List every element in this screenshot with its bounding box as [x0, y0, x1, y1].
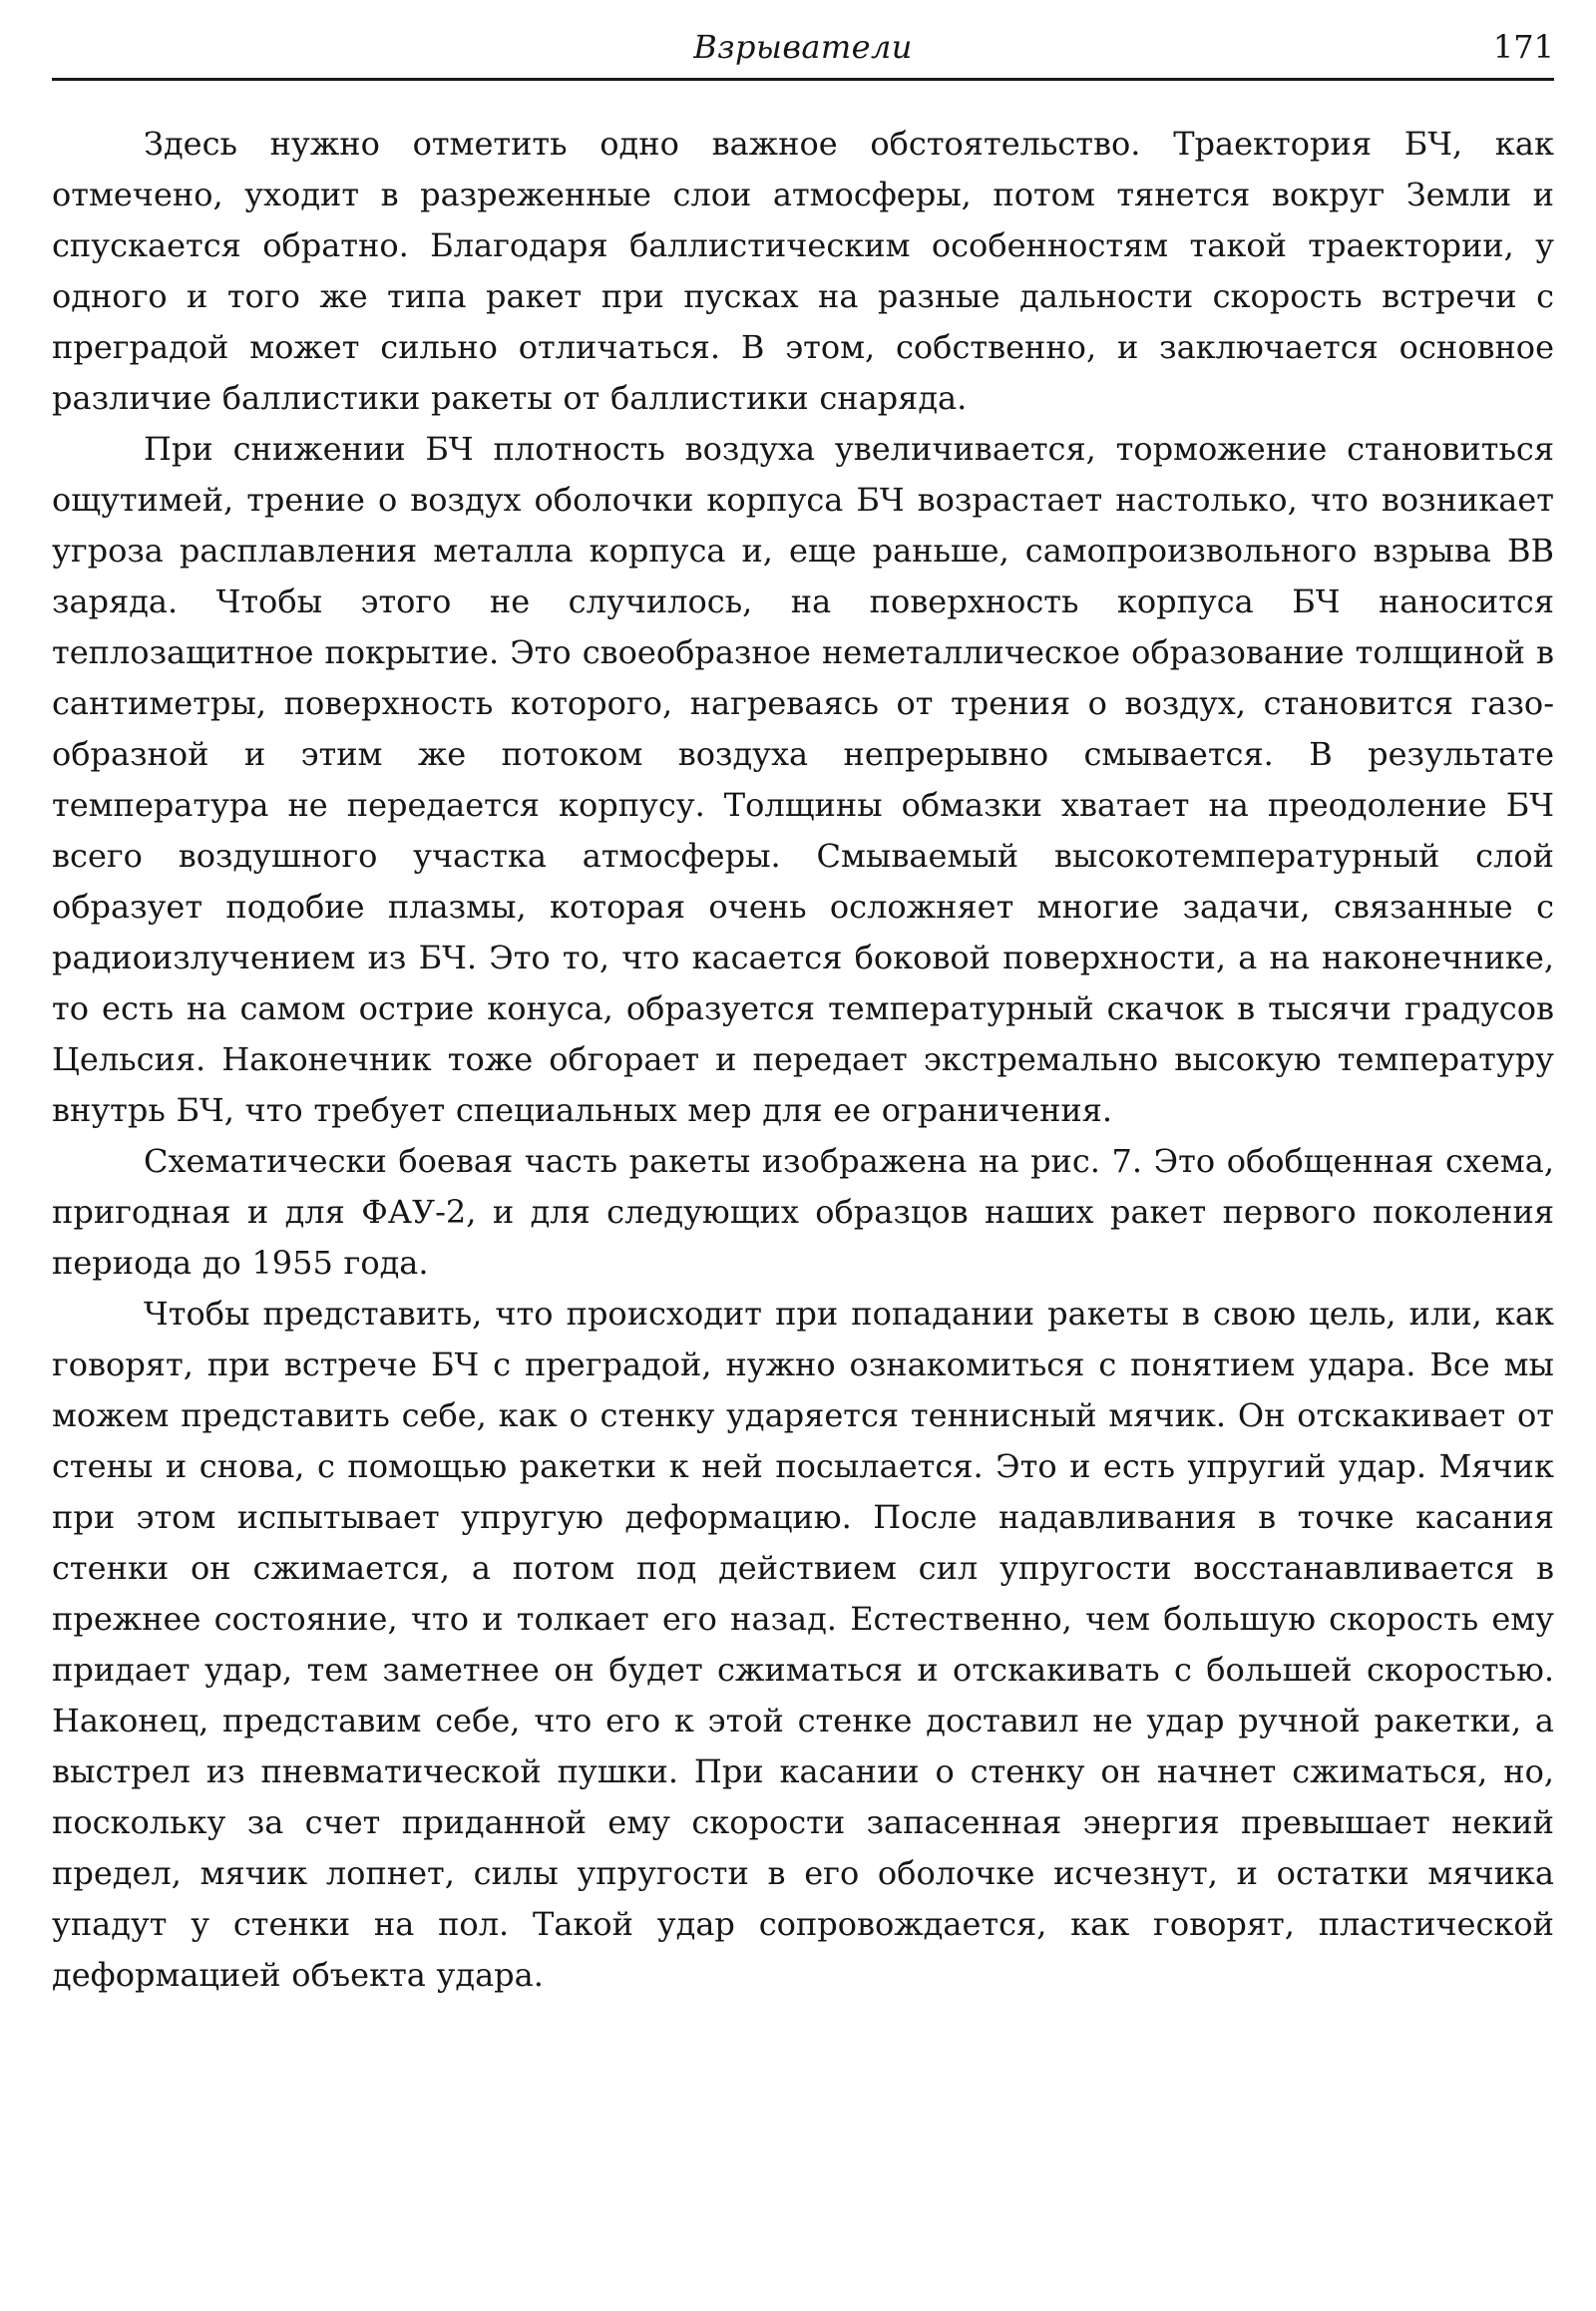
paragraph-trajectory: Здесь нужно отметить одно важное обстоятельство. Траектория БЧ, как отмечено, уходит в разреженные слои атмосферы, потом тянется вокруг Земли и спускается обратно. Благодаря баллистическим особенностям такой траектории, у одного и того же типа ракет при пусках на разные дальности скорость встречи с преградой может сильно отличаться. В этом, собственно, и заключается основное различие баллистики ракеты от баллистики снаряда. [52, 125, 1554, 417]
page-number: 171 [1492, 28, 1554, 66]
body-text [52, 119, 1554, 2001]
paragraph-impact: Чтобы представить, что происходит при попадании ракеты в свою цель, или, как говорят, при встрече БЧ с преградой, нужно ознакомиться с понятием удара. Все мы можем представить себе, как о стенку ударяется теннисный мячик. Он отскакивает от стены и снова, с помощью ракетки к ней посылается. Это и есть упругий удар. Мячик при этом испытывает упругую деформацию. После надавливания в точке касания стенки он сжимается, а потом под действием сил упругости восстанавливается в прежнее состояние, что и толкает его назад. Естественно, чем большую скорость ему придает удар, тем заметнее он будет сжиматься и отскакивать с большей скоростью. Наконец, представим себе, что его к этой стенке доставил не удар ручной ракетки, а выстрел из пневматической пушки. При касании о стенку он начнет сжиматься, но, поскольку за счет приданной ему скорости запасенная энергия превышает некий предел, мячик лопнет, силы упругости в его оболочке исчезнут, и остатки мячика упадут у стенки на пол. Такой удар сопровождается, как говорят, пластической деформацией объекта удара. [52, 1295, 1554, 1994]
running-header [52, 26, 1554, 81]
running-title: Взрыватели [693, 28, 913, 66]
paragraph-warhead-scheme: Схематически боевая часть ракеты изображена на рис. 7. Это обобщенная схема, пригодная и для ФАУ-2, и для следующих образцов наших ракет первого поколения периода до 1955 года. [52, 1142, 1554, 1282]
paragraph-thermal-protection: При снижении БЧ плотность воздуха увеличивается, торможение становиться ощутимей, трение о воздух оболочки корпуса БЧ возрастает настолько, что возникает угроза расплавления металла корпуса и, еще раньше, самопроизвольного взрыва ВВ заряда. Чтобы этого не случилось, на поверхность корпуса БЧ наносится теплозащитное покрытие. Это своеобразное неметаллическое образование толщиной в сантиметры, поверхность которого, нагреваясь от трения о воздух, становится газообразной и этим же потоком воздуха непрерывно смывается. В результате температура не передается корпусу. Толщины обмазки хватает на преодоление БЧ всего воздушного участка атмосферы. Смываемый высокотемпературный слой образует подобие плазмы, которая очень осложняет многие задачи, связанные с радиоизлучением из БЧ. Это то, что касается боковой поверхности, а на наконечнике, то есть на самом острие конуса, образуется температурный скачок в тысячи градусов Цельсия. Наконечник тоже обгорает и передает экстремально высокую температуру внутрь БЧ, что требует специальных мер для ее ограничения. [52, 430, 1554, 1129]
book-page [52, 26, 1554, 2280]
